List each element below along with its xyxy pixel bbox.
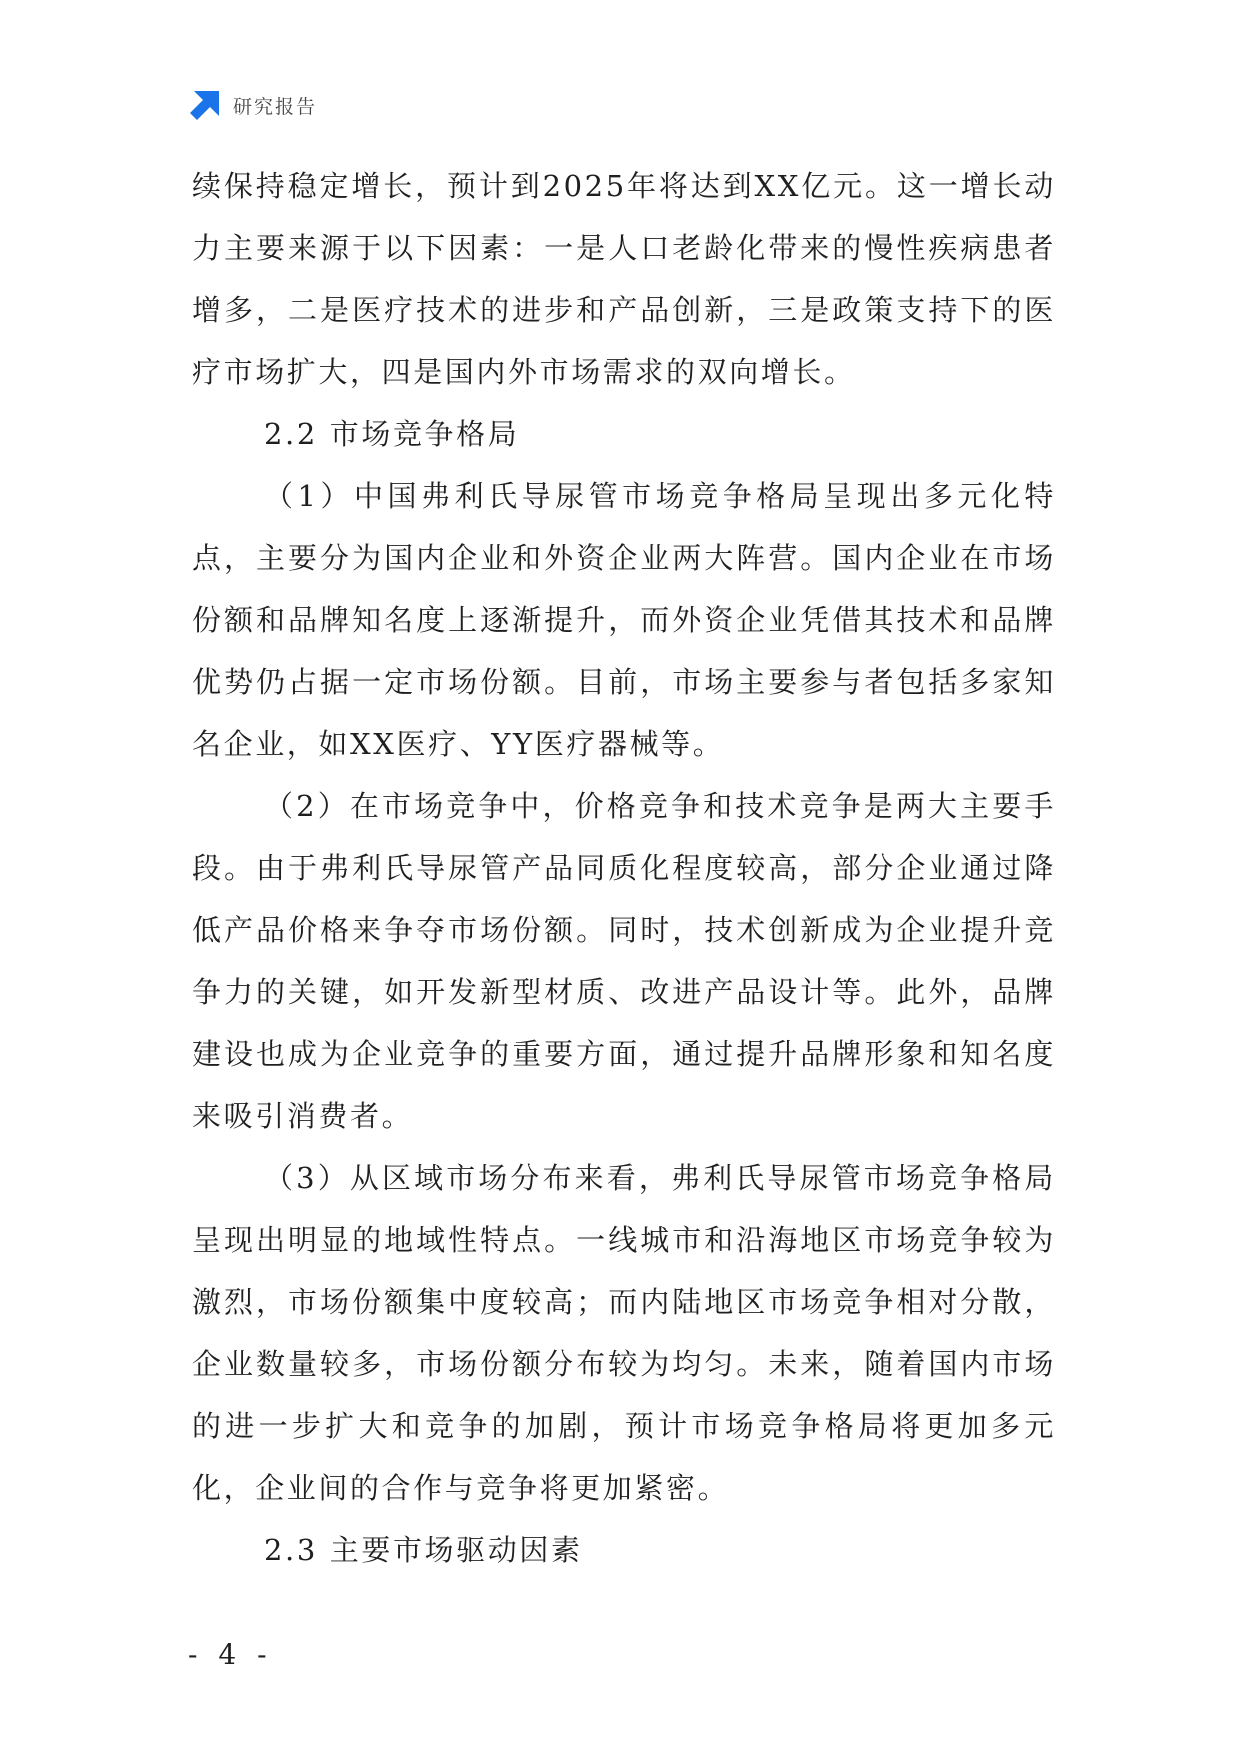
document-body (192, 155, 1056, 1581)
report-brand: 研究报告 (233, 95, 318, 118)
paragraph-item-1: （1）中国弗利氏导尿管市场竞争格局呈现出多元化特点，主要分为国内企业和外资企业两大阵营。国内企业在市场份额和品牌知名度上逐渐提升，而外资企业凭借其技术和品牌优势仍占据一定市场份额。目前，市场主要参与者包括多家知名企业，如XX医疗、YY医疗器械等。 (192, 479, 1056, 761)
paragraph-item-2: （2）在市场竞争中，价格竞争和技术竞争是两大主要手段。由于弗利氏导尿管产品同质化程度较高，部分企业通过降低产品价格来争夺市场份额。同时，技术创新成为企业提升竞争力的关键，如开发新型材质、改进产品设计等。此外，品牌建设也成为企业竞争的重要方面，通过提升品牌形象和知名度来吸引消费者。 (192, 789, 1056, 1133)
report-header (190, 88, 317, 122)
arrow-up-right-icon (190, 90, 220, 120)
section-heading-2-2: 2.2 市场竞争格局 (264, 417, 520, 451)
paragraph-continued: 续保持稳定增长，预计到2025年将达到XX亿元。这一增长动力主要来源于以下因素：一是人口老龄化带来的慢性疾病患者增多，二是医疗技术的进步和产品创新，三是政策支持下的医疗市场扩大，四是国内外市场需求的双向增长。 (192, 169, 1056, 389)
section-heading-2-3: 2.3 主要市场驱动因素 (264, 1533, 583, 1567)
paragraph-item-3: （3）从区域市场分布来看，弗利氏导尿管市场竞争格局呈现出明显的地域性特点。一线城市和沿海地区市场竞争较为激烈，市场份额集中度较高；而内陆地区市场竞争相对分散，企业数量较多，市场份额分布较为均匀。未来，随着国内市场的进一步扩大和竞争的加剧，预计市场竞争格局将更加多元化，企业间的合作与竞争将更加紧密。 (192, 1161, 1056, 1505)
page-number: - 4 - (188, 1638, 273, 1671)
